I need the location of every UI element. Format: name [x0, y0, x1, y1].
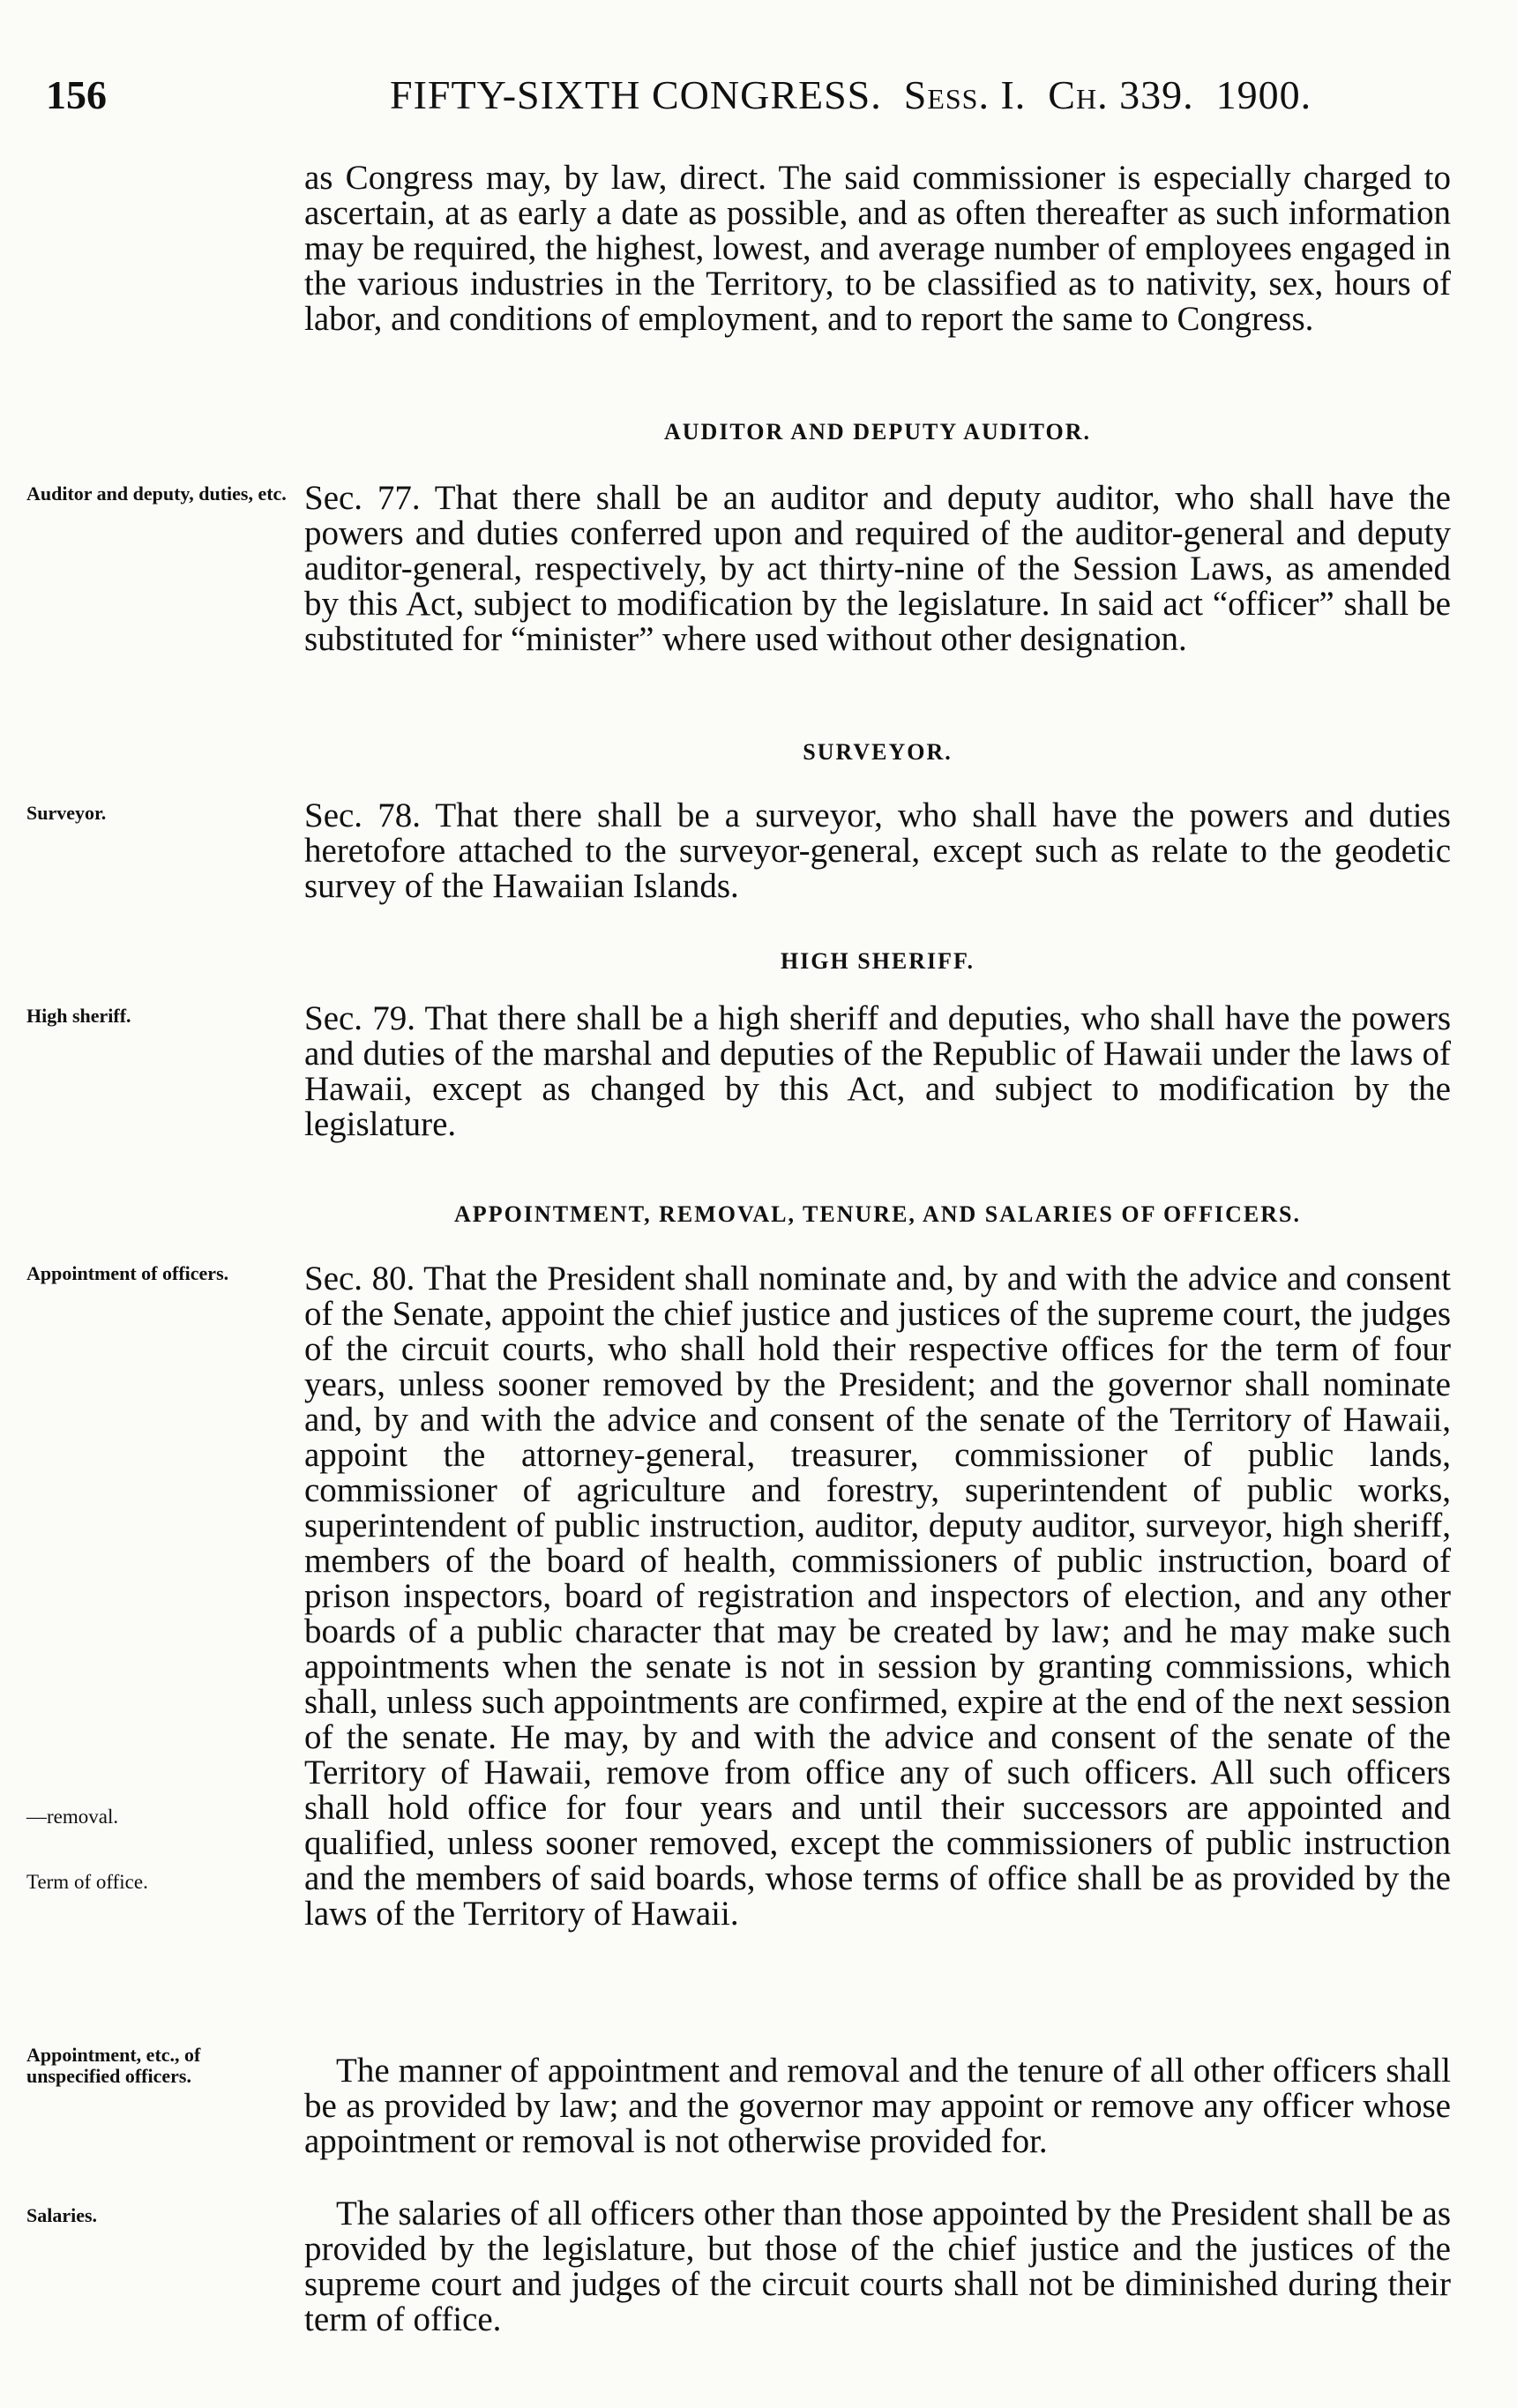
section-80 [304, 1261, 1451, 1932]
margin-note-auditor: Auditor and deputy, duties, etc. [26, 482, 287, 505]
intro-block [304, 161, 1451, 337]
manner-paragraph [304, 2053, 1451, 2159]
manner-text: The manner of appointment and removal and the tenure of all other officers shall be as provided by law; and the governor may appoint or remove any officer whose appointment or removal is not otherwise provided for. [304, 2052, 1451, 2160]
margin-note-salaries: Salaries. [26, 2204, 98, 2226]
chapter-label: Ch. 339. [1048, 72, 1194, 117]
section-79-text: Sec. 79. That there shall be a high sheriff and deputies, who shall have the powers and duties of the marshal and deputies of the Republic of Hawaii under the laws of Hawaii, except as changed by this Act, and subject to modification by the legislature. [304, 999, 1451, 1143]
salaries-paragraph [304, 2196, 1451, 2337]
salaries-text: The salaries of all officers other than those appointed by the President shall be as provided by the legislature, but those of the chief justice and the justices of the supreme court and judges of the circuit courts shall not be diminished during their term of office. [304, 2195, 1451, 2338]
salaries-block [304, 2196, 1451, 2337]
year-label: 1900. [1215, 72, 1312, 117]
heading-appointment: APPOINTMENT, REMOVAL, TENURE, AND SALARIES OF OFFICERS. [454, 1201, 1301, 1227]
margin-note-surveyor: Surveyor. [26, 802, 107, 824]
heading-surveyor: SURVEYOR. [803, 739, 953, 765]
section-79 [304, 1001, 1451, 1142]
intro-paragraph: as Congress may, by law, direct. The said commissioner is especially charged to ascertain, at as early a date as possible, and as often thereafter as such information may be required, the highest, lowest, and average number of employees engaged in the various industries in the Territory, to be classified as to nativity, sex, hours of labor, and conditions of employment, and to report the same to Congress. [304, 159, 1451, 338]
margin-note-term: Term of office. [26, 1871, 148, 1893]
section-78 [304, 798, 1451, 904]
section-77 [304, 481, 1451, 657]
margin-note-unspecified: Appointment, etc., of unspecified officers. [26, 2044, 201, 2087]
manner-block [304, 2053, 1451, 2159]
section-78-text: Sec. 78. That there shall be a surveyor, who shall have the powers and duties heretofore attached to the surveyor-general, except such as relate to the geodetic survey of the Hawaiian Islands. [304, 796, 1451, 905]
section-77-text: Sec. 77. That there shall be an auditor and deputy auditor, who shall have the powers and duties conferred upon and required of the auditor-general and deputy auditor-general, respectively, by act thirty-nine of the Session Laws, as amended by this Act, subject to modification by the legislature. In said act “officer” shall be substituted for “minister” where used without other designation. [304, 479, 1451, 658]
session-label: Sess. I. [903, 72, 1027, 117]
margin-note-removal: —removal. [26, 1806, 119, 1828]
congress-title: FIFTY-SIXTH CONGRESS. [390, 72, 882, 117]
running-head [46, 69, 1439, 122]
margin-note-appointment: Appointment of officers. [26, 1262, 229, 1284]
page-number: 156 [46, 72, 107, 117]
running-title [390, 69, 1311, 122]
heading-auditor: AUDITOR AND DEPUTY AUDITOR. [663, 419, 1092, 445]
margin-note-sheriff: High sheriff. [26, 1005, 131, 1027]
section-80-text: Sec. 80. That the President shall nominate and, by and with the advice and consent of the Senate, appoint the chief justice and justices of the supreme court, the judges of the circuit courts, who shall hold their respective offices for the term of four years, unless sooner removed by the President; and the governor shall nominate and, by and with the advice and consent of the senate of the Territory of Hawaii, appoint the attorney-general, treasurer, commissioner of public lands, commissioner of agriculture and forestry, superintendent of public works, superintendent of public instruction, auditor, deputy auditor, surveyor, high sheriff, members of the board of health, commissioners of public instruction, board of prison inspectors, board of registration and inspectors of election, and any other boards of a public character that may be created by law; and he may make such appointments when the senate is not in session by granting commissions, which shall, unless such appointments are confirmed, expire at the end of the next session of the senate. He may, by and with the advice and consent of the senate of the Territory of Hawaii, remove from office any of such officers. All such officers shall hold office for four years and until their successors are appointed and qualified, unless sooner removed, except the commissioners of public instruction and the members of said boards, whose terms of office shall be as provided by the laws of the Territory of Hawaii. [304, 1260, 1451, 1933]
heading-sheriff: HIGH SHERIFF. [780, 948, 975, 974]
